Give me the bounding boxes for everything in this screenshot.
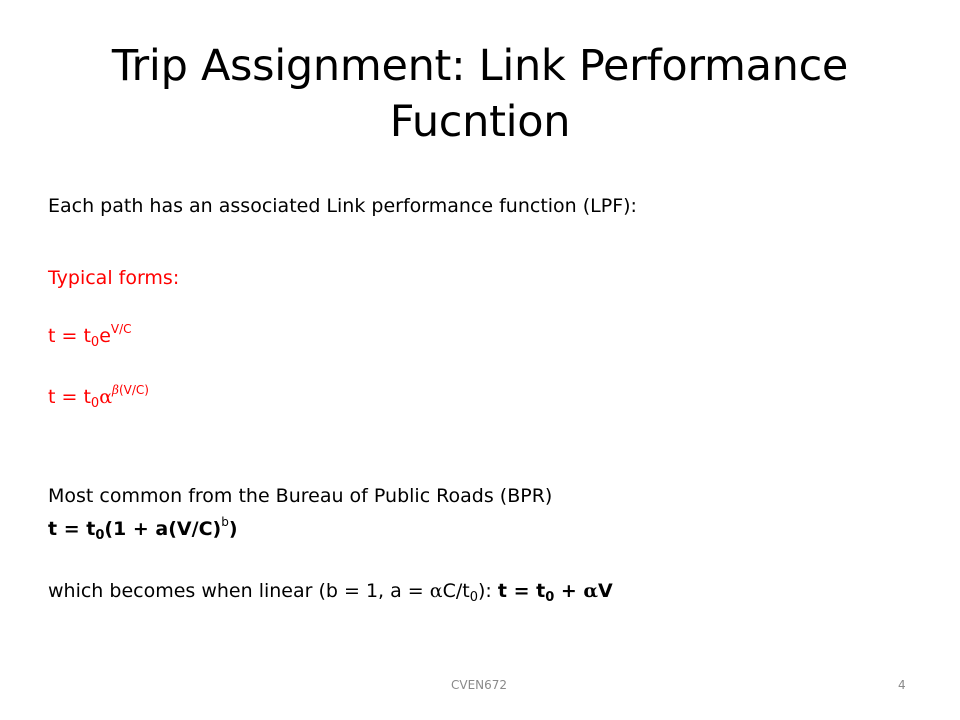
- formula1-exp: V/C: [110, 322, 132, 336]
- bpr-end: ): [228, 518, 238, 540]
- linear-sub: 0: [469, 590, 479, 605]
- page-number: 4: [898, 678, 906, 692]
- linear-case-text: [48, 579, 928, 603]
- linear-result-v: V: [598, 580, 613, 602]
- bpr-sub: 0: [95, 528, 105, 543]
- linear-prefix: which becomes when linear (b = 1, a =: [48, 580, 430, 602]
- bpr-exp: b: [221, 515, 229, 529]
- linear-result-sub: 0: [545, 590, 555, 605]
- footer-course: CVEN672: [451, 678, 508, 692]
- formula1-lhs: t = t: [48, 325, 91, 347]
- bpr-lhs: t = t: [48, 518, 96, 540]
- formula-power: [48, 385, 928, 409]
- formula2-beta: β: [112, 383, 119, 397]
- linear-result-plus: +: [554, 580, 584, 602]
- linear-close: ):: [478, 580, 498, 602]
- formula1-sub: 0: [90, 335, 100, 350]
- formula2-sub: 0: [90, 396, 100, 411]
- linear-result-alpha: α: [583, 580, 599, 602]
- bpr-mid: (1 + a(V/C): [104, 518, 222, 540]
- linear-result-lhs: t = t: [497, 580, 546, 602]
- linear-alpha: α: [429, 580, 443, 602]
- linear-result: [497, 580, 613, 605]
- slide-title: Trip Assignment: Link Performance Fucntion: [111, 41, 849, 147]
- formula-exponential: [48, 324, 928, 348]
- bpr-intro: Most common from the Bureau of Public Roads (BPR): [48, 485, 553, 507]
- formula1-base: e: [99, 325, 111, 347]
- bpr-formula: [48, 517, 928, 541]
- formula2-lhs: t = t: [48, 386, 91, 408]
- linear-c-over-t: C/t: [442, 580, 470, 602]
- intro-text: Each path has an associated Link performance function (LPF):: [48, 195, 637, 217]
- formula2-alpha: α: [99, 386, 113, 408]
- typical-forms-label: Typical forms:: [48, 267, 180, 289]
- formula2-exp: (V/C): [118, 383, 149, 397]
